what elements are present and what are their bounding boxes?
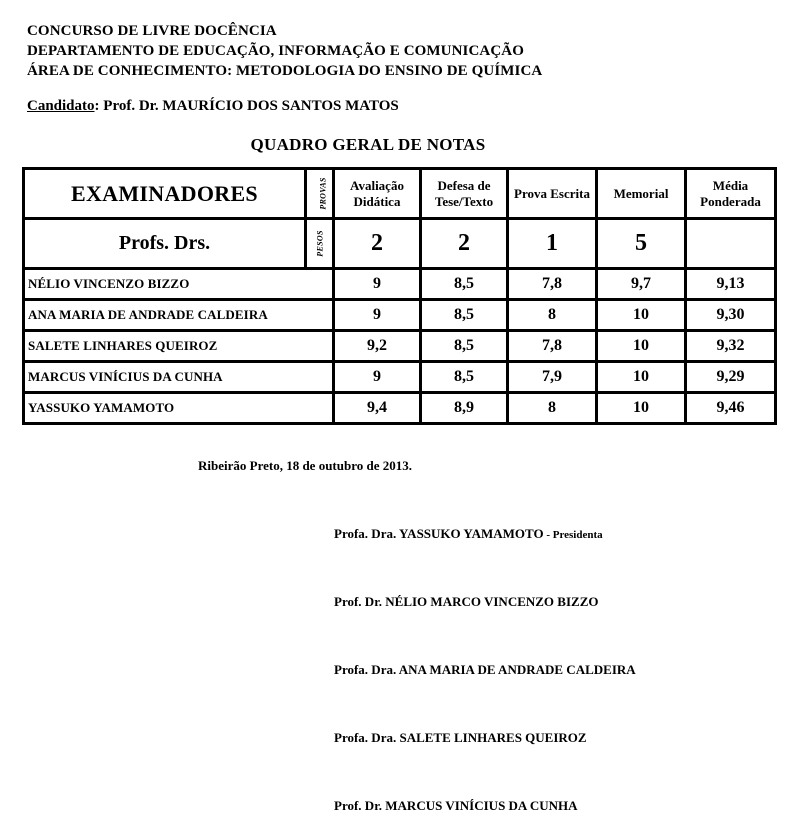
score-prova-escrita: 8 [508, 393, 597, 424]
score-avaliacao: 9,2 [334, 331, 421, 362]
score-avaliacao: 9 [334, 300, 421, 331]
score-prova-escrita: 8 [508, 300, 597, 331]
weighted-average: 9,30 [686, 300, 776, 331]
profs-label: Profs. Drs. [24, 219, 306, 269]
weights-row [24, 219, 776, 269]
candidate-name: : Prof. Dr. MAURÍCIO DOS SANTOS MATOS [94, 98, 399, 114]
score-avaliacao: 9 [334, 269, 421, 300]
table-header-row [24, 169, 776, 219]
signature-line [334, 730, 587, 746]
weight-memorial: 5 [597, 219, 686, 269]
header-line-area: ÁREA DE CONHECIMENTO: METODOLOGIA DO ENSINO DE QUÍMICA [27, 63, 543, 79]
table-row [24, 362, 776, 393]
signatory-name: Profa. Dra. YASSUKO YAMAMOTO [334, 526, 544, 541]
weighted-average: 9,46 [686, 393, 776, 424]
table-row [24, 269, 776, 300]
signature-line [334, 594, 598, 610]
score-avaliacao: 9 [334, 362, 421, 393]
signature-line [334, 526, 603, 542]
column-header-media: Média Ponderada [686, 169, 776, 219]
document-header [27, 21, 542, 81]
score-prova-escrita: 7,8 [508, 331, 597, 362]
weighted-average: 9,32 [686, 331, 776, 362]
place-date: Ribeirão Preto, 18 de outubro de 2013. [198, 458, 413, 473]
score-defesa: 8,9 [421, 393, 508, 424]
header-line-contest: CONCURSO DE LIVRE DOCÊNCIA [27, 23, 277, 39]
column-header-prova-escrita: Prova Escrita [508, 169, 597, 219]
signatory-role: - Presidenta [543, 529, 603, 541]
score-avaliacao: 9,4 [334, 393, 421, 424]
score-defesa: 8,5 [421, 331, 508, 362]
pesos-vertical-label: PESOS [306, 219, 334, 269]
score-memorial: 9,7 [597, 269, 686, 300]
score-defesa: 8,5 [421, 269, 508, 300]
column-header-memorial: Memorial [597, 169, 686, 219]
score-defesa: 8,5 [421, 300, 508, 331]
table-row [24, 393, 776, 424]
provas-vertical-label: PROVAS [306, 169, 334, 219]
table-row [24, 300, 776, 331]
score-prova-escrita: 7,8 [508, 269, 597, 300]
score-memorial: 10 [597, 331, 686, 362]
signatory-name: Profa. Dra. SALETE LINHARES QUEIROZ [334, 730, 587, 745]
candidate-label: Candidato [27, 98, 95, 114]
signature-line [334, 798, 578, 814]
signatory-name: Prof. Dr. NÉLIO MARCO VINCENZO BIZZO [334, 594, 599, 609]
examiner-name: SALETE LINHARES QUEIROZ [24, 331, 334, 362]
examiner-name: ANA MARIA DE ANDRADE CALDEIRA [24, 300, 334, 331]
candidate-line [27, 98, 399, 115]
examiners-header: EXAMINADORES [24, 169, 306, 219]
signature-line [334, 662, 636, 678]
score-memorial: 10 [597, 362, 686, 393]
column-header-avaliacao: Avaliação Didática [334, 169, 421, 219]
score-memorial: 10 [597, 393, 686, 424]
score-memorial: 10 [597, 300, 686, 331]
examiner-name: YASSUKO YAMAMOTO [24, 393, 334, 424]
weight-prova-escrita: 1 [508, 219, 597, 269]
header-line-department: DEPARTAMENTO DE EDUCAÇÃO, INFORMAÇÃO E COMUNICAÇÃO [27, 43, 524, 59]
weight-avaliacao: 2 [334, 219, 421, 269]
weighted-average: 9,13 [686, 269, 776, 300]
column-header-defesa: Defesa de Tese/Texto [421, 169, 508, 219]
signatory-name: Prof. Dr. MARCUS VINÍCIUS DA CUNHA [334, 798, 578, 813]
weight-defesa: 2 [421, 219, 508, 269]
grades-table [22, 167, 777, 425]
examiner-name: MARCUS VINÍCIUS DA CUNHA [24, 362, 334, 393]
weighted-average: 9,29 [686, 362, 776, 393]
table-row [24, 331, 776, 362]
examiner-name: NÉLIO VINCENZO BIZZO [24, 269, 334, 300]
table-title: QUADRO GERAL DE NOTAS [250, 135, 486, 154]
weight-media [686, 219, 776, 269]
score-prova-escrita: 7,9 [508, 362, 597, 393]
score-defesa: 8,5 [421, 362, 508, 393]
signatory-name: Profa. Dra. ANA MARIA DE ANDRADE CALDEIRA [334, 662, 636, 677]
